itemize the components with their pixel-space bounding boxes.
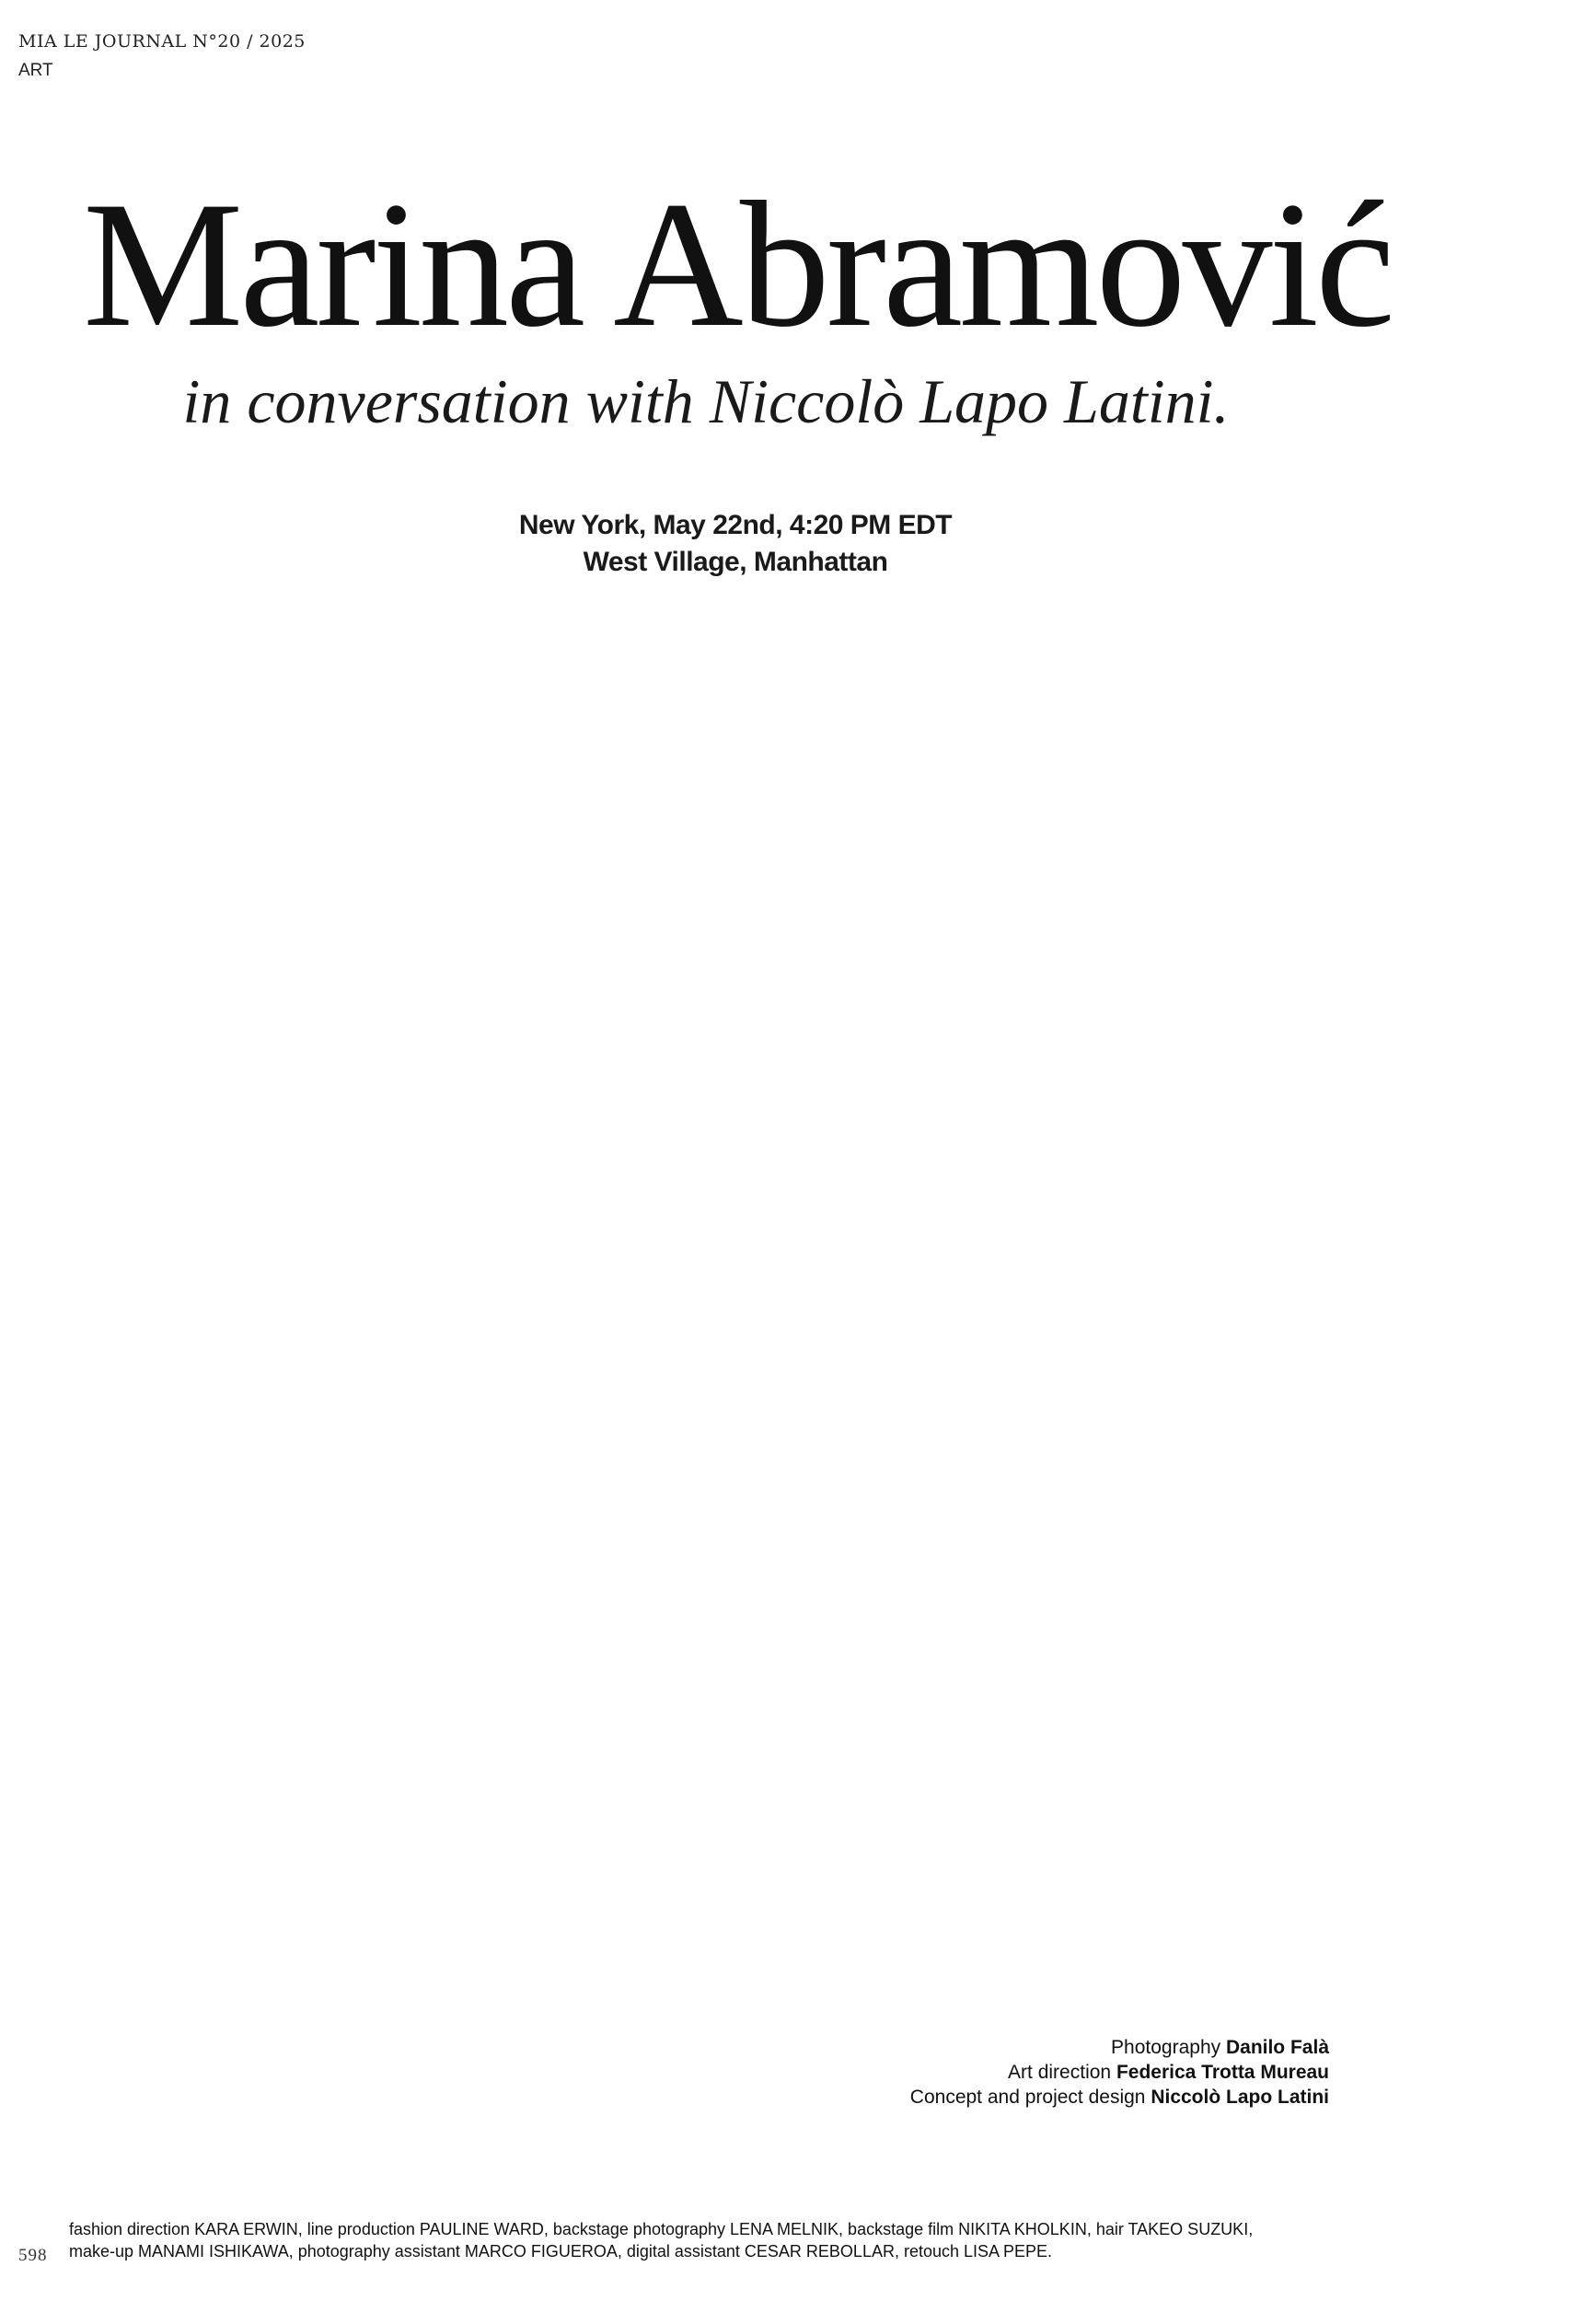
credit-name: Niccolò Lapo Latini <box>1151 2087 1329 2108</box>
credit-role: Concept and project design <box>909 2087 1146 2108</box>
credit-role: Art direction <box>1008 2062 1112 2083</box>
dateline-location-time: New York, May 22nd, 4:20 PM EDT <box>518 510 953 540</box>
credit-photography <box>910 2035 1329 2060</box>
page-number: 598 <box>18 2246 48 2265</box>
section-label: ART <box>18 61 53 80</box>
masthead: MIA LE JOURNAL N°20 / 2025 <box>18 31 306 52</box>
credit-name: Federica Trotta Mureau <box>1116 2062 1329 2083</box>
photo-credits <box>910 2035 1329 2110</box>
footer-credits-line-1: fashion direction KARA ERWIN, line production PAULINE WARD, backstage photography LENA MELNIK, backstage film NIKITA KHOLKIN, hair TAKEO SUZUKI, <box>69 2220 1254 2238</box>
dateline-neighborhood: West Village, Manhattan <box>583 547 888 577</box>
article-title: Marina Abramović <box>83 165 1392 364</box>
dateline <box>0 507 1533 581</box>
article-subtitle: in conversation with Niccolò Lapo Latini. <box>182 366 1230 436</box>
footer-credits <box>69 2218 1505 2262</box>
credit-name: Danilo Falà <box>1225 2037 1329 2058</box>
credit-concept <box>910 2085 1329 2110</box>
credit-role: Photography <box>1111 2037 1221 2058</box>
footer-credits-line-2: make-up MANAMI ISHIKAWA, photography assistant MARCO FIGUEROA, digital assistant CESAR REBOLLAR, retouch LISA PEPE. <box>69 2242 1053 2261</box>
credit-art-direction <box>910 2060 1329 2085</box>
